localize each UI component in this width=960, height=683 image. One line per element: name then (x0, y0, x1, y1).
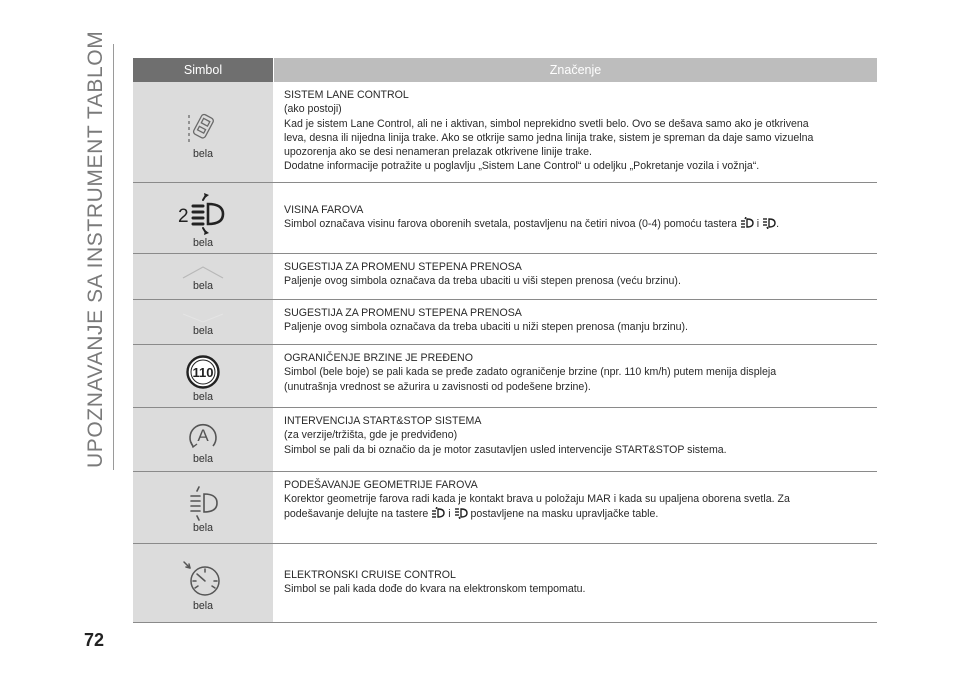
headlight-adjust-icon (183, 485, 223, 521)
table-row (133, 82, 877, 183)
meaning-line: upozorenja ako se desi nenameran prelazak otkrivene linije trake. (284, 146, 592, 159)
meaning-cell (273, 300, 877, 344)
header-meaning: Značenje (274, 58, 877, 82)
header-symbol: Simbol (133, 58, 273, 82)
inline-text: . (776, 218, 780, 231)
upshift-arrow-icon (181, 265, 225, 279)
meaning-title: SUGESTIJA ZA PROMENU STEPENA PRENOSA (284, 261, 522, 273)
symbol-color: bela (192, 522, 214, 534)
side-divider (113, 44, 114, 470)
symbol-cell (133, 544, 273, 622)
symbol-cell (133, 183, 273, 253)
meaning-title: SUGESTIJA ZA PROMENU STEPENA PRENOSA (284, 307, 522, 319)
headlight-level-icon (175, 192, 231, 236)
meaning-line: (za verzije/tržišta, gde je predviđeno) (284, 429, 458, 442)
meaning-cell (273, 183, 877, 253)
meaning-line: Korektor geometrije farova radi kada je kontakt brava u položaju MAR i kada su upaljena oborena svetla. Za (284, 493, 790, 506)
speed-limit-icon (185, 354, 221, 390)
table-row (133, 183, 877, 254)
symbol-cell (133, 82, 273, 182)
meaning-cell (273, 254, 877, 299)
meaning-title: VISINA FAROVA (284, 204, 364, 216)
meaning-line (284, 217, 869, 231)
symbol-color: bela (192, 599, 214, 612)
symbol-color: bela (192, 147, 214, 160)
meaning-line: Paljenje ovog simbola označava da treba ubaciti u niži stepen prenosa (manju brzinu). (284, 321, 688, 334)
headlight-down-button-icon (454, 507, 468, 519)
symbol-cell (133, 472, 273, 543)
meaning-line: Dodatne informacije potražite u poglavlju „Sistem Lane Control“ u odeljku „Pokretanje vozila i vožnja“. (284, 160, 760, 173)
headlight-up-button-icon (431, 507, 445, 519)
meaning-line (284, 507, 869, 521)
meaning-line: Simbol se pali da bi označio da je motor zasutavljen usled intervencije START&STOP sistema. (284, 443, 727, 456)
meaning-title: INTERVENCIJA START&STOP SISTEMA (284, 415, 482, 427)
meaning-line: leva, desna ili nijedna linija trake. Ako se otkrije samo jedna linija trake, sistem je spreman da daje samo vizuelna (284, 131, 814, 144)
table-row (133, 408, 877, 472)
meaning-cell (273, 82, 877, 182)
meaning-line: Paljenje ovog simbola označava da treba ubaciti u viši stepen prenosa (veću brzinu). (284, 275, 681, 288)
meaning-title: PODEŠAVANJE GEOMETRIJE FAROVA (284, 479, 478, 491)
meaning-title: OGRANIČENJE BRZINE JE PREĐENO (284, 352, 473, 364)
meaning-cell (273, 544, 877, 622)
symbol-table (133, 58, 877, 623)
headlight-down-button-icon (762, 217, 776, 229)
symbol-color: bela (192, 453, 214, 465)
meaning-line: (unutrašnja vrednost se ažurira u zavisnosti od podešene brzine). (284, 380, 591, 393)
symbol-cell (133, 254, 273, 299)
symbol-color: bela (192, 236, 214, 249)
symbol-color: bela (192, 324, 214, 337)
meaning-line: Simbol (bele boje) se pali kada se pređe zadato ograničenje brzine (npr. 110 km/h) putem menija displeja (284, 366, 777, 379)
meaning-title: ELEKTRONSKI CRUISE CONTROL (284, 569, 456, 581)
table-row (133, 544, 877, 623)
table-row (133, 472, 877, 544)
level-digit: 2 (178, 205, 189, 227)
meaning-cell (273, 345, 877, 407)
meaning-cell (273, 472, 877, 543)
lane-control-icon (183, 109, 223, 147)
meaning-cell (273, 408, 877, 471)
downshift-arrow-icon (181, 312, 225, 324)
symbol-color: bela (192, 280, 214, 292)
table-row (133, 254, 877, 300)
symbol-color: bela (192, 390, 214, 403)
symbol-cell (133, 345, 273, 407)
page-number: 72 (84, 630, 105, 650)
inline-text: podešavanje delujte na tastere (284, 507, 429, 520)
symbol-cell (133, 300, 273, 344)
headlight-up-button-icon (740, 217, 754, 229)
table-row (133, 345, 877, 408)
meaning-line: (ako postoji) (284, 103, 342, 116)
inline-text: i (756, 218, 760, 231)
meaning-line: Kad je sistem Lane Control, ali ne i aktivan, simbol neprekidno svetli belo. Ovo se dešava samo ako je otkrivena (284, 117, 809, 130)
start-stop-icon (185, 418, 221, 452)
start-stop-letter: A (197, 426, 209, 445)
table-row (133, 300, 877, 345)
cruise-control-fault-icon (181, 559, 225, 599)
chapter-side-title: UPOZNAVANJE SA INSTRUMENT TABLOM (84, 30, 107, 468)
speed-value: 110 (192, 364, 214, 380)
inline-text: postavljene na masku upravljačke table. (470, 507, 659, 520)
meaning-title: SISTEM LANE CONTROL (284, 89, 409, 101)
inline-text: i (448, 507, 451, 520)
table-header (133, 58, 877, 82)
symbol-cell (133, 408, 273, 471)
meaning-line: Simbol se pali kada dođe do kvara na elektronskom tempomatu. (284, 583, 586, 596)
inline-text: Simbol označava visinu farova oborenih svetala, postavljenu na četiri nivoa (0-4) pomoću tastera (284, 218, 737, 231)
